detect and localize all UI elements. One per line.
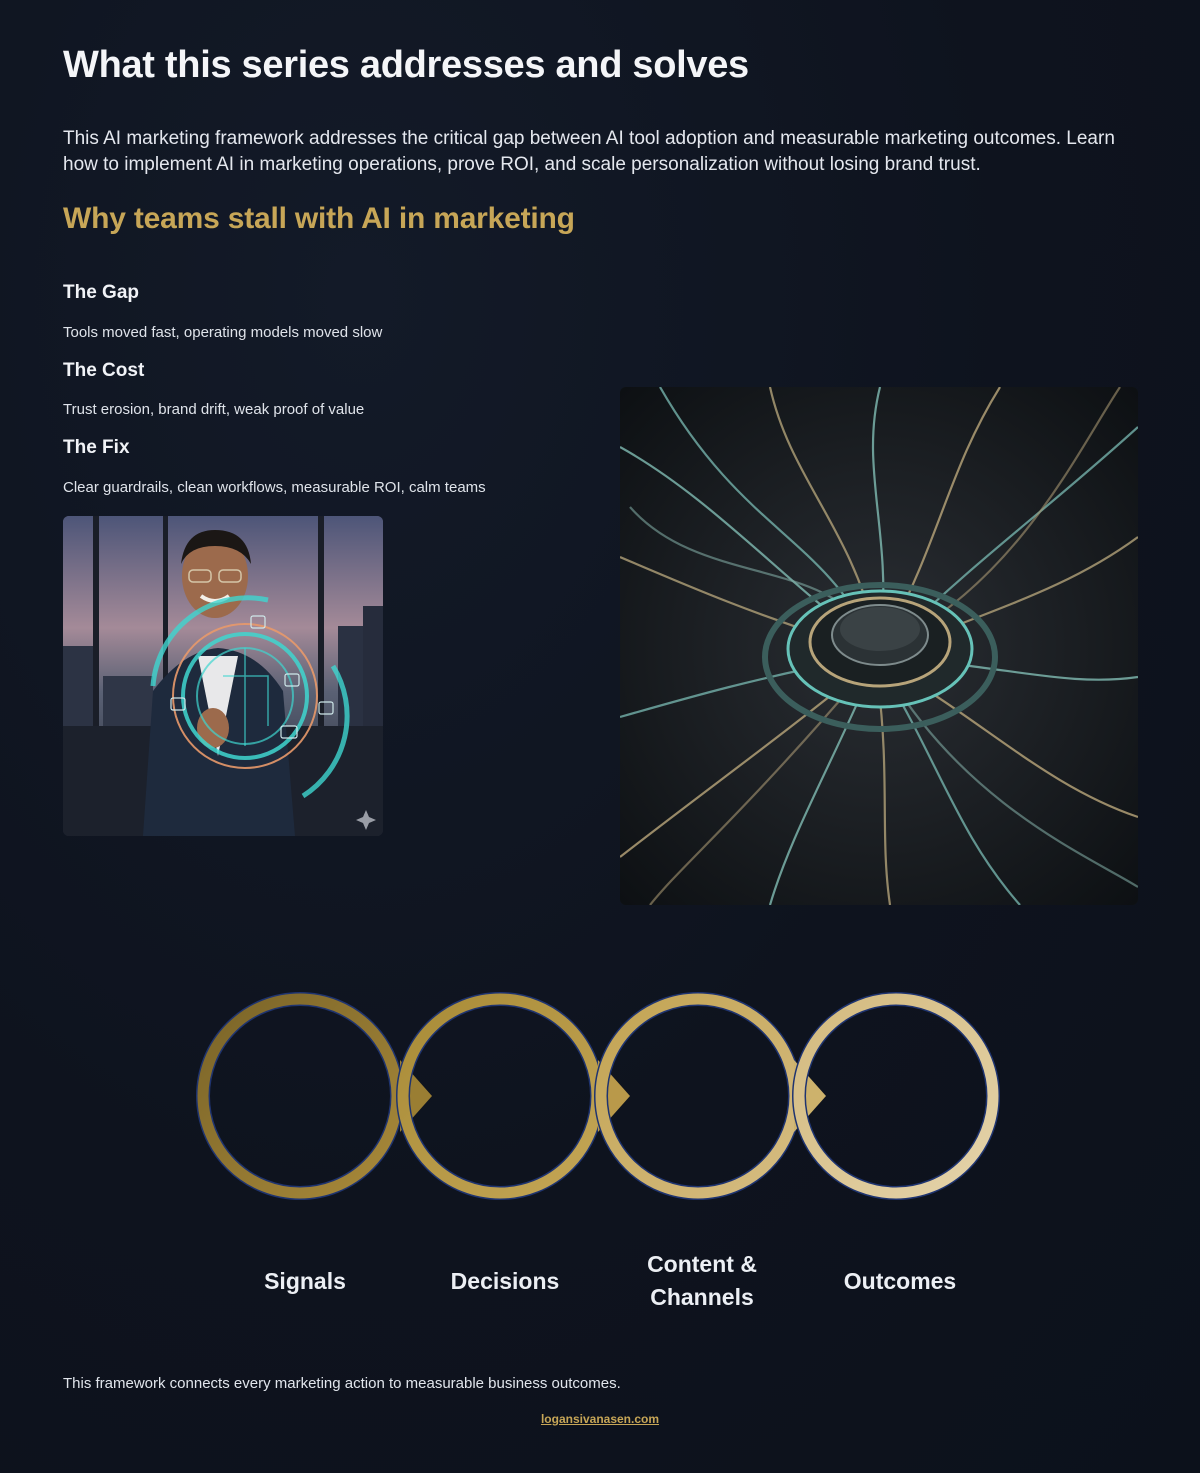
cost-heading: The Cost — [63, 360, 145, 381]
footer-text: This framework connects every marketing action to measurable business outcomes. — [63, 1375, 621, 1392]
flow-label-content-channels: Content & Channels — [647, 1251, 757, 1310]
circuit-hub-image — [620, 387, 1138, 905]
website-link[interactable]: logansivanasen.com — [540, 1412, 660, 1426]
fix-text: Clear guardrails, clean workflows, measurable ROI, calm teams — [63, 479, 486, 496]
fix-heading: The Fix — [63, 437, 130, 458]
gap-heading: The Gap — [63, 282, 140, 303]
section-title: Why teams stall with AI in marketing — [63, 202, 575, 235]
presenter-photo — [63, 516, 383, 836]
gap-text: Tools moved fast, operating models moved slow — [63, 324, 383, 341]
flow-label-decisions: Decisions — [450, 1268, 560, 1294]
intro-paragraph: This AI marketing framework addresses the critical gap between AI tool adoption and measurable marketing outcomes. Learn how to implement AI in marketing operations, prove ROI, and scale personalization without losing brand trust. — [63, 128, 1115, 175]
page-title: What this series addresses and solves — [63, 44, 749, 86]
framework-flow-diagram — [180, 975, 1020, 1215]
cost-text: Trust erosion, brand drift, weak proof of value — [63, 401, 365, 418]
flow-label-outcomes: Outcomes — [843, 1268, 957, 1294]
flow-ring-outcomes — [799, 999, 993, 1193]
flow-label-signals: Signals — [264, 1268, 346, 1294]
